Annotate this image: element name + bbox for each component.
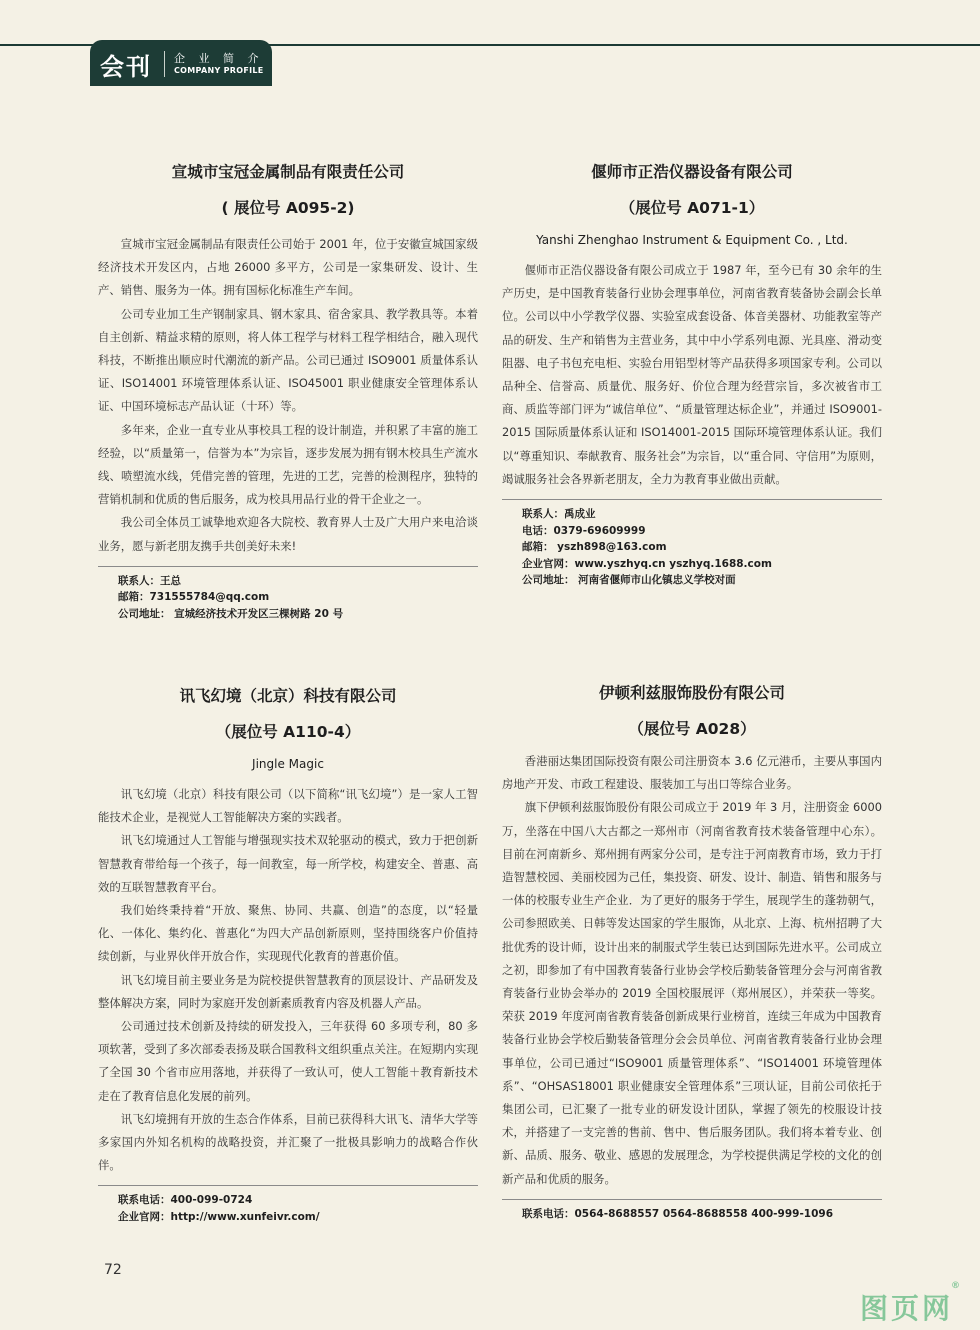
company-name: 讯飞幻境（北京）科技有限公司 bbox=[179, 687, 397, 705]
company-name: 偃师市正浩仪器设备有限公司 bbox=[591, 163, 793, 181]
contact-line: 企业官网：http://www.xunfeivr.com/ bbox=[118, 1211, 320, 1224]
watermark-text: 图页网 bbox=[860, 1292, 954, 1325]
contact-line: 联系人：禹成业 bbox=[522, 508, 596, 521]
company-english-name: Jingle Magic bbox=[252, 757, 324, 771]
contact-line: 邮箱： yszh898@163.com bbox=[522, 541, 667, 554]
contact-line: 公司地址： 河南省偃师市山化镇忠义学校对面 bbox=[522, 574, 736, 587]
section-subtitle-en: COMPANY PROFILE bbox=[174, 66, 264, 75]
contact-line: 电话：0379-69609999 bbox=[522, 524, 646, 537]
paragraph: 讯飞幻境目前主要业务是为院校提供智慧教育的顶层设计、产品研发及整体解决方案，同时为家庭开发创新素质教育内容及机器人产品。 bbox=[98, 972, 478, 1010]
booth-number: （展位号 A028） bbox=[628, 720, 756, 738]
watermark-logo bbox=[860, 1281, 964, 1327]
company-profile-eton-leeds bbox=[502, 682, 882, 1222]
contact-block bbox=[502, 1199, 882, 1223]
company-profile-baoguan bbox=[98, 161, 478, 623]
paragraph: 旗下伊顿利兹服饰股份有限公司成立于 2019 年 3 月，注册资金 6000 万，坐落在中国八大古都之一郑州市（河南省教育技术装备管理中心东）。目前在河南新乡、郑州拥有两家分公司，是专注于河南教育市场，致力于打造智慧校园、美丽校园为己任，集投资、研发、设计、制造、销售和服务与一体的校服专业生产企业．为了更好的服务于学生，展现学生的蓬勃朝气，公司参照欧美、日韩等发达国家的学生服饰，从北京、上海、杭州招聘了大批优秀的设计师，设计出来的制服式学生装已达到国际先进水平。公司成立之初，即参加了有中国教育装备行业协会学校后勤装备管理分会与河南省教育装备行业协会举办的 2019 全国校服展评（郑州展区），并荣获一等奖。荣获 2019 年度河南省教育装备创新成果行业榜首，连续三年成为中国教育装备行业协会学校后勤装备管理分会会员单位、河南省教育装备行业协会理事单位，公司已通过“ISO9001 质量管理体系”、“ISO14001 环境管理体系”、“OHSAS18001 职业健康安全管理体系”三项认证，目前公司依托于集团公司，已汇聚了一批专业的研发设计团队，掌握了领先的校服设计技术，并搭建了一支完善的售前、售中、售后服务团队。我们将本着专业、创新、品质、服务、敬业、感恩的发展理念，为学校提供满足学校的文化的创新产品和优质的服务。 bbox=[502, 800, 882, 1186]
contact-line: 联系电话：400-099-0724 bbox=[118, 1194, 253, 1207]
contact-block bbox=[98, 1185, 478, 1225]
contact-line: 联系人：王总 bbox=[118, 574, 181, 587]
paragraph: 讯飞幻境拥有开放的生态合作体系，目前已获得科大讯飞、清华大学等多家国内外知名机构的战略投资，并汇聚了一批极具影响力的战略合作伙伴。 bbox=[98, 1111, 478, 1173]
paragraph: 多年来，企业一直专业从事校具工程的设计制造，并积累了丰富的施工经验，以“质量第一，信誉为本”为宗旨，逐步发展为拥有钢木校具生产流水线、喷塑流水线，凭借完善的管理，先进的工艺，完善的检测程序，独特的营销机制和优质的售后服务，成为校具用品行业的骨干企业之一。 bbox=[98, 422, 478, 507]
contact-line: 公司地址： 宣城经济技术开发区三棵树路 20 号 bbox=[118, 608, 344, 621]
booth-number: ( 展位号 A095-2) bbox=[221, 199, 355, 217]
company-profile-zhenghao bbox=[502, 161, 882, 589]
company-name: 伊顿利兹服饰股份有限公司 bbox=[598, 684, 785, 702]
paragraph: 讯飞幻境通过人工智能与增强现实技术双轮驱动的模式，致力于把创新智慧教育带给每一个孩子，每一间教室，每一所学校，构建安全、普惠、高效的互联智慧教育平台。 bbox=[98, 833, 478, 894]
booth-number: （展位号 A110-4） bbox=[215, 723, 361, 741]
paragraph: 香港丽达集团国际投资有限公司注册资本 3.6 亿元港币，主要从事国内房地产开发、市政工程建设、服装加工与出口等综合业务。 bbox=[502, 754, 882, 792]
tab-divider bbox=[164, 51, 165, 77]
company-profile-xunfei bbox=[98, 685, 478, 1226]
booth-number: （展位号 A071-1） bbox=[619, 199, 765, 217]
paragraph: 偃师市正浩仪器设备有限公司成立于 1987 年，至今已有 30 余年的生产历史，是中国教育装备行业协会理事单位，河南省教育装备协会副会长单位。公司以中小学教学仪器、实验室成套设备、体音美器材、功能教室等产品的研发、生产和销售为主营业务，其中中小学系列电源、光具座、滑动变阻器、电子书包充电柜、实验台用铝型材等产品获得多项国家专利。公司以品种全、信誉高、质量优、服务好、价位合理为经营宗旨，多次被省市工商、质监等部门评为“诚信单位”、“质量管理达标企业”，并通过 ISO9001-2015 国际质量体系认证和 ISO14001-2015 国际环境管理体系认证。我们以“尊重知识、奉献教育、服务社会”为宗旨，以“重合同、守信用”为原则，竭诚服务社会各界新老朋友，全力为教育事业做出贡献。 bbox=[502, 263, 882, 486]
paragraph: 我公司全体员工诚挚地欢迎各大院校、教育界人士及广大用户来电洽谈业务，愿与新老朋友携手共创美好未来! bbox=[98, 515, 478, 553]
page-number: 72 bbox=[104, 1262, 122, 1278]
contact-block bbox=[98, 566, 478, 623]
section-subtitle-cn: 企 业 简 介 bbox=[174, 52, 264, 65]
company-description bbox=[502, 259, 882, 491]
company-description bbox=[98, 233, 478, 558]
paragraph: 宣城市宝冠金属制品有限责任公司始于 2001 年，位于安徽宣城国家级经济技术开发区内，占地 26000 多平方，公司是一家集研发、设计、生产、销售、服务为一体。拥有国标化标准生产车间。 bbox=[98, 237, 478, 298]
contact-line: 联系电话：0564-8688557 0564-8688558 400-999-1096 bbox=[522, 1207, 834, 1220]
paragraph: 我们始终秉持着“开放、聚焦、协同、共赢、创造”的态度，以“轻量化、一体化、集约化、普惠化“为四大产品创新原则，坚持围绕客户价值持续创新，与业界伙伴开放合作，实现现代化教育的普惠价值。 bbox=[98, 903, 478, 964]
contact-line: 企业官网：www.yszhyq.cn yszhyq.1688.com bbox=[522, 557, 772, 570]
paragraph: 公司通过技术创新及持续的研发投入，三年获得 60 多项专利，80 多项软著，受到了多次部委表扬及联合国教科文组织重点关注。在短期内实现了全国 30 个省市应用落地，并获得了一致认可，使人工智能＋教育新技术走在了教育信息化发展的前列。 bbox=[98, 1019, 478, 1103]
paragraph: 讯飞幻境（北京）科技有限公司（以下简称“讯飞幻境”）是一家人工智能技术企业，是视觉人工智能解决方案的实践者。 bbox=[98, 787, 478, 825]
paragraph: 公司专业加工生产钢制家具、钢木家具、宿舍家具、教学教具等。本着自主创新、精益求精的原则，将人体工程学与材料工程学相结合，融入现代科技，不断推出顺应时代潮流的新产品。公司已通过 ISO9001 质量体系认证、ISO14001 环境管理体系认证、ISO45001 职业健康安全管理体系认证、中国环境标志产品认证（十环）等。 bbox=[98, 306, 478, 414]
company-english-name: Yanshi Zhenghao Instrument & Equipment Co. , Ltd. bbox=[536, 233, 848, 247]
company-description bbox=[98, 783, 478, 1177]
contact-block bbox=[502, 499, 882, 589]
company-description bbox=[502, 750, 882, 1191]
section-title: 会刊 bbox=[100, 53, 152, 81]
registered-mark-icon: ® bbox=[951, 1281, 964, 1291]
contact-line: 邮箱：731555784@qq.com bbox=[118, 591, 270, 604]
section-tab bbox=[90, 40, 272, 86]
company-name: 宣城市宝冠金属制品有限责任公司 bbox=[171, 163, 405, 181]
